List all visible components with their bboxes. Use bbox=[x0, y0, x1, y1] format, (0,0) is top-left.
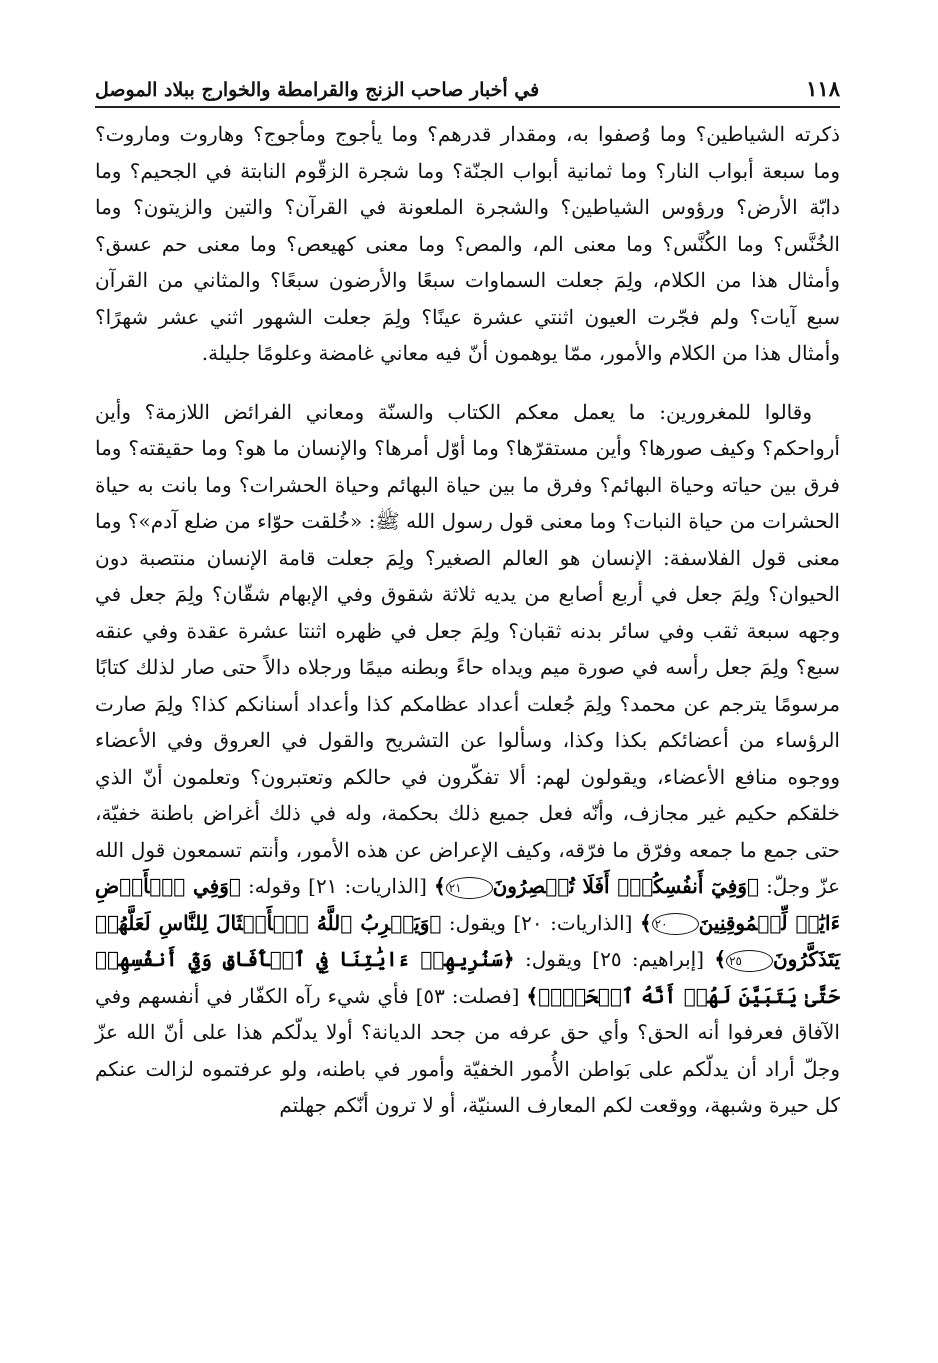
verse-reference-4: [فصلت: ٥٣] bbox=[415, 983, 520, 1008]
paragraph-2: وقالوا للمغرورين: ما يعمل معكم الكتاب والسنّة ومعاني الفرائض اللازمة؟ وأين أرواحكم؟ وكيف صورها؟ وأين مستقرّها؟ وما أوّل أمرها؟ والإنسان ما هو؟ وما حقيقته؟ وما فرق بين حياته وحياة البهائم؟ وفرق ما بين حياة البهائم وحياة الحشرات؟ وما بانت به حياة الحشرات من حياة النبات؟ وما معنى قول رسول الله ﷺ: «خُلقت حوّاء من ضلع آدم»؟ وما معنى قول الفلاسفة: الإنسان هو العالم الصغير؟ ولِمَ جعلت قامة الإنسان منتصبة دون الحيوان؟ ولِمَ جعل في أربع أصابع من يديه ثلاثة شقوق وفي الإبهام شقّان؟ ولِمَ جعل في وجهه سبعة ثقب وفي سائر بدنه ثقبان؟ ولِمَ جعل في ظهره اثنتا عشرة عقدة وفي عنقه سبع؟ ولِمَ جعل رأسه في صورة ميم ويداه حاءً وبطنه ميمًا ورجلاه دالاً حتى صار لذلك كتابًا مرسومًا يترجم عن محمد؟ ولِمَ جُعلت أعداد عظامكم كذا وأعداد أسنانكم كذا؟ ولِمَ صارت الرؤساء من أعضائكم بكذا وكذا، وسألوا عن التشريح والقول في العروق وفي الأعضاء ووجوه منافع الأعضاء، ويقولون لهم: ألا تفكّرون في حالكم وتعتبرون؟ وتعلمون أنّ الذي خلقكم حكيم غير مجازف، وأنّه فعل جميع ذلك بحكمة، وله في ذلك أغراض باطنة خفيّة، حتى جمع ما جمعه وفرّق ما فرّقه، وكيف الإعراض عن هذه الأمور، وأنتم تسمعون قول الله عزّ وجلّ: ﴿وَفِيٓ أَنفُسِكُمۡۚ أَفَلَا تُبۡصِرُونَ٢١﴾ [الذاريات: ٢١] وقوله: ﴿وَفِي ٱلۡأَرۡضِ ءَايَٰتٞ لِّلۡمُوقِنِينَ٢٠﴾ [الذاريات: ٢٠] ويقول: ﴿وَيَضۡرِبُ ٱللَّهُ ٱلۡأَمۡثَالَ لِلنَّاسِ لَعَلَّهُمۡ يَتَذَكَّرُونَ٢٥﴾ [إبراهيم: ٢٥] ويقول: ﴿سَنُرِيهِمۡ ءَايَٰتِنَا فِي ٱلۡأٓفَاقِ وَفِيٓ أَنفُسِهِمۡ حَتَّىٰ يَتَبَيَّنَ لَهُمۡ أَنَّهُ ٱلۡحَقُّۗ﴾ [فصلت: ٥٣] فأي شيء رآه الكفّار في أنفسهم وفي الآفاق فعرفوا أنه الحق؟ وأي حق عرفه من جحد الديانة؟ أولا يدلّكم هذا على أنّ الله عزّ وجلّ أراد أن يدلّكم على بَواطن الأُمور الخفيّة وأمور في باطنه، ولو عرفتموه لزالت عنكم كل حيرة وشبهة، ووقعت لكم المعارف السنيّة، أو لا ترون أنّكم جهلتم bbox=[95, 399, 841, 1117]
paragraph-1: ذكرته الشياطين؟ وما وُصفوا به، ومقدار قدرهم؟ وما يأجوج ومأجوج؟ وهاروت وماروت؟ وما سبعة أبواب النار؟ وما ثمانية أبواب الجنّة؟ وما شجرة الزقّوم النابتة في الجحيم؟ وما دابّة الأرض؟ ورؤوس الشياطين؟ والشجرة الملعونة في القرآن؟ والتين والزيتون؟ وما الخُنَّس؟ وما الكُنَّس؟ وما معنى الم، والمص؟ وما معنى كهيعص؟ وما معنى حم عسق؟ وأمثال هذا من الكلام، ولِمَ جعلت السماوات سبعًا والأرضون سبعًا؟ والمثاني من القرآن سبع آيات؟ ولم فجّرت العيون اثنتي عشرة عينًا؟ ولِمَ جعلت الشهور اثني عشر شهرًا؟ وأمثال هذا من الكلام والأمور، ممّا يوهمون أنّ فيه معاني غامضة وعلومًا جليلة. bbox=[95, 122, 840, 365]
verse-reference-1: [الذاريات: ٢١] bbox=[308, 874, 427, 898]
running-title: في أخبار صاحب الزنج والقرامطة والخوارج ببلاد الموصل bbox=[95, 79, 540, 101]
book-page bbox=[95, 74, 840, 1343]
paragraph-2-main: وقالوا للمغرورين: ما يعمل معكم الكتاب والسنّة ومعاني الفرائض اللازمة؟ وأين أرواحكم؟ وكيف صورها؟ وأين مستقرّها؟ وما أوّل أمرها؟ والإنسان ما هو؟ وما حقيقته؟ وما فرق بين حياته وحياة البهائم؟ وفرق ما بين حياة البهائم وحياة الحشرات؟ وما بانت به حياة الحشرات من حياة النبات؟ وما معنى قول رسول الله ﷺ: «خُلقت حوّاء من ضلع آدم»؟ وما معنى قول الفلاسفة: الإنسان هو العالم الصغير؟ ولِمَ جعلت قامة الإنسان منتصبة دون الحيوان؟ ولِمَ جعل في أربع أصابع من يديه ثلاثة شقوق وفي الإبهام شقّان؟ ولِمَ جعل في وجهه سبعة ثقب وفي سائر بدنه ثقبان؟ ولِمَ جعل في ظهره اثنتا عشرة عقدة وفي عنقه سبع؟ ولِمَ جعل رأسه في صورة ميم ويداه حاءً وبطنه ميمًا ورجلاه دالاً حتى صار لذلك كتابًا مرسومًا يترجم عن محمد؟ ولِمَ جُعلت أعداد عظامكم كذا وأعداد أسنانكم كذا؟ ولِمَ صارت الرؤساء من أعضائكم بكذا وكذا، وسألوا عن التشريح والقول في العروق وفي الأعضاء ووجوه منافع الأعضاء، ويقولون لهم: ألا تفكّرون في حالكم وتعتبرون؟ وتعلمون أنّ الذي خلقكم حكيم غير مجازف، وأنّه فعل جميع ذلك بحكمة، وله في ذلك أغراض باطنة خفيّة، حتى جمع ما جمعه وفرّق ما فرّقه، وكيف الإعراض عن هذه الأمور، وأنتم تسمعون قول الله عزّ وجلّ: bbox=[95, 399, 841, 898]
connector-3: ويقول: bbox=[524, 947, 582, 971]
quran-verse-3: ﴿وَيَضۡرِبُ ٱللَّهُ ٱلۡأَمۡثَالَ لِلنَّاسِ لَعَلَّهُمۡ يَتَذَكَّرُونَ bbox=[95, 910, 840, 971]
verse-reference-3: [إبراهيم: ٢٥] bbox=[592, 947, 705, 971]
verse-number-2: ٢٠ bbox=[652, 913, 699, 935]
verse-reference-2: [الذاريات: ٢٠] bbox=[513, 910, 633, 935]
connector-1: وقوله: bbox=[247, 874, 302, 898]
running-header bbox=[95, 74, 840, 104]
quran-verse-1: ﴿وَفِيٓ أَنفُسِكُمۡۚ أَفَلَا تُبۡصِرُونَ bbox=[492, 874, 759, 898]
header-rule bbox=[95, 106, 840, 108]
body-text bbox=[95, 116, 840, 1124]
page-number: ١١٨ bbox=[806, 76, 840, 101]
paragraph-2-end: فأي شيء رآه الكفّار في أنفسهم وفي الآفاق فعرفوا أنه الحق؟ وأي حق عرفه من جحد الديانة؟ أولا يدلّكم هذا على أنّ الله عزّ وجلّ أراد أن يدلّكم على بَواطن الأُمور الخفيّة وأمور في باطنه، ولو عرفتموه لزالت عنكم كل حيرة وشبهة، ووقعت لكم المعارف السنيّة، أو لا ترون أنّكم جهلتم bbox=[95, 983, 841, 1117]
verse-number-1: ٢١ bbox=[446, 877, 493, 899]
quran-verse-4: ﴿سَنُرِيهِمۡ ءَايَٰتِنَا فِي ٱلۡأٓفَاقِ وَفِيٓ أَنفُسِهِمۡ حَتَّىٰ يَتَبَيَّنَ لَهُمۡ أَنَّهُ ٱلۡحَقُّۗ﴾ bbox=[95, 947, 841, 1008]
connector-2: ويقول: bbox=[448, 910, 506, 935]
quran-verse-2: ﴿وَفِي ٱلۡأَرۡضِ ءَايَٰتٞ لِّلۡمُوقِنِينَ bbox=[95, 874, 841, 935]
verse-number-3: ٢٥ bbox=[726, 950, 773, 972]
